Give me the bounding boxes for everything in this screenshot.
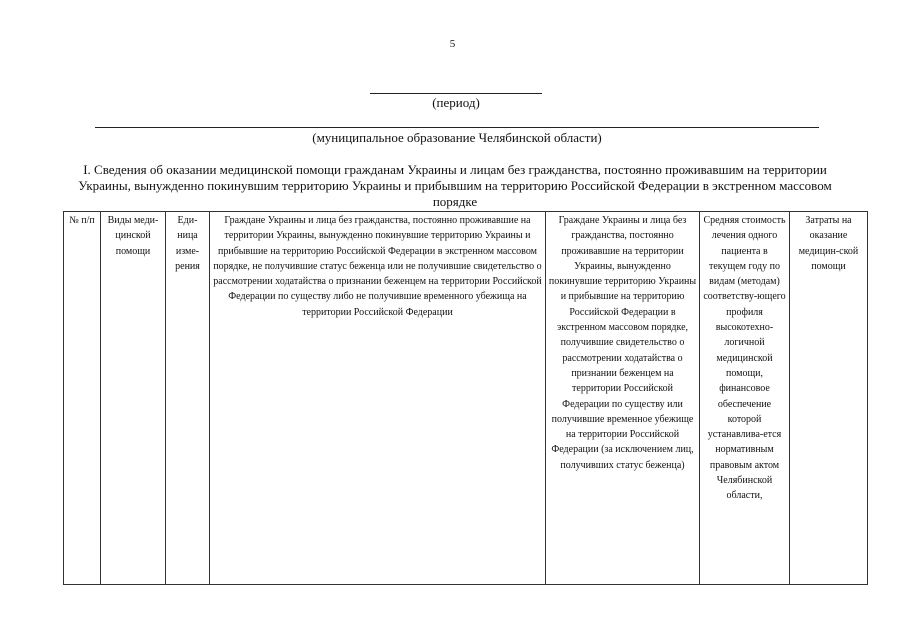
period-underline — [370, 93, 542, 94]
column-header-with-certificate: Граждане Украины и лица без гражданства, постоянно проживавшие на территории Украины, вынужденно покинувшие территорию Украины и прибывшие на территорию Российской Федерации в экстренном массовом порядке, получившие свидетельство о рассмотрении ходатайства о признании беженцем на территории Российской Федерации по существу или получившие временное убежище на территории Российской Федерации (за исключением лиц, получивших статус беженца) — [546, 212, 700, 585]
period-label: (период) — [432, 95, 480, 110]
column-header-without-status: Граждане Украины и лица без гражданства, постоянно проживавшие на территории Украины, вынужденно покинувшие территорию Украины и прибывшие на территорию Российской Федерации в экстренном массовом порядке, не получившие статус беженца или не получившие свидетельство о рассмотрении ходатайства о признании беженцем на территории Российской Федерации по существу либо не получившие временного убежища на территории Российской Федерации — [210, 212, 546, 585]
column-header-expenses: Затраты на оказание медицин-ской помощи — [790, 212, 868, 585]
table-header-row — [64, 212, 868, 585]
page-number: 5 — [449, 38, 456, 50]
column-header-care-type: Виды меди-цинской помощи — [101, 212, 166, 585]
column-header-unit: Еди-ница изме-рения — [166, 212, 210, 585]
assistance-table — [63, 211, 868, 585]
section-title: I. Сведения об оказании медицинской помощи гражданам Украины и лицам без гражданства, постоянно проживавшим на территории Украины, вынужденно покинувшим территорию Украины и прибывшим на территорию Российской Федерации в экстренном массовом порядке — [78, 162, 832, 209]
column-header-number: № п/п — [64, 212, 101, 585]
municipality-underline — [95, 127, 819, 128]
column-header-average-cost: Средняя стоимость лечения одного пациента в текущем году по видам (методам) соответству-ющего профиля высокотехно-логичной медицинской помощи, финансовое обеспечение которой устанавлива-ется нормативным правовым актом Челябинской области, — [700, 212, 790, 585]
municipality-label: (муниципальное образование Челябинской области) — [312, 130, 602, 145]
